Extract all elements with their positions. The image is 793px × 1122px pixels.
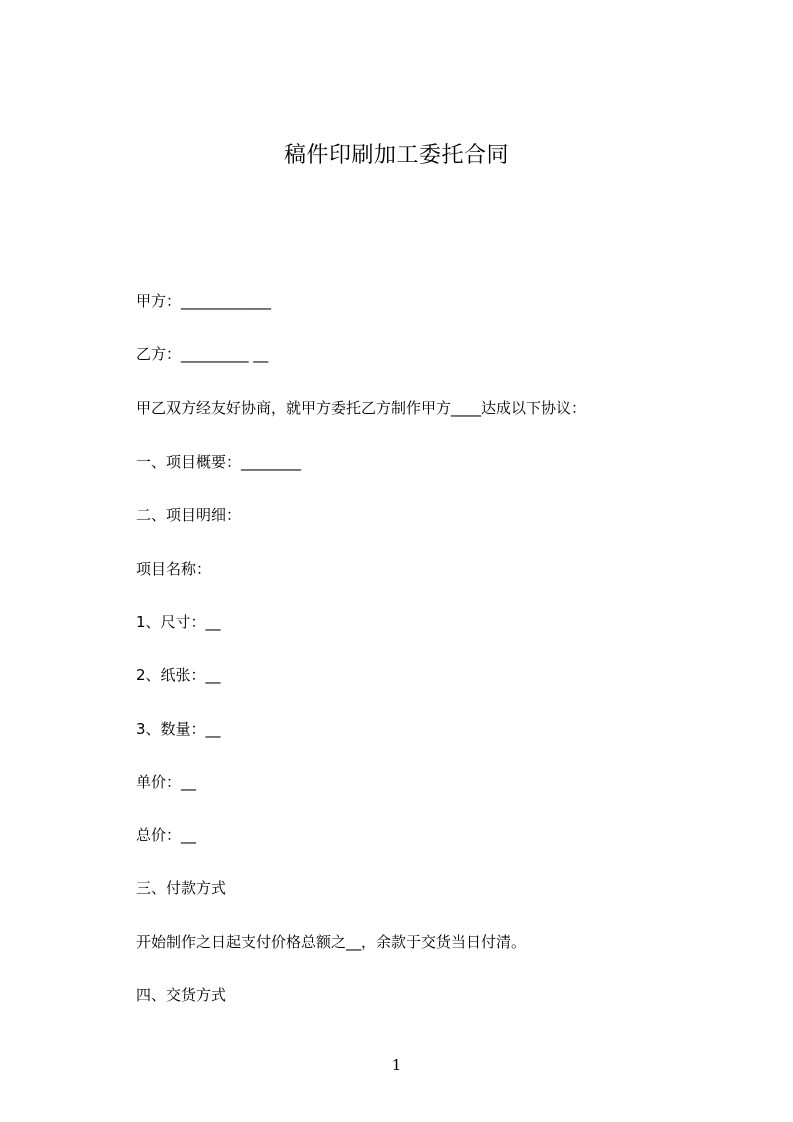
total-price-line: 总价：__ [136,826,197,844]
project-name-line: 项目名称： [136,560,212,578]
document-title: 稿件印刷加工委托合同 [283,143,509,168]
section-3-heading: 三、付款方式 [136,879,227,897]
party-b-line: 乙方：_________ __ [136,345,269,363]
payment-terms-line: 开始制作之日起支付价格总额之__，余款于交货当日付清。 [136,933,527,951]
size-line: 1、尺寸：__ [136,613,221,631]
quantity-line: 3、数量：__ [136,720,221,738]
agreement-intro: 甲乙双方经友好协商，就甲方委托乙方制作甲方____达成以下协议： [136,399,587,417]
section-2-heading: 二、项目明细： [136,506,242,524]
section-1-overview: 一、项目概要：________ [136,453,302,471]
page-number: 1 [391,1056,402,1074]
party-a-line: 甲方：____________ [136,292,272,310]
section-4-heading: 四、交货方式 [136,986,227,1004]
unit-price-line: 单价：__ [136,773,197,791]
paper-line: 2、纸张：__ [136,666,221,684]
